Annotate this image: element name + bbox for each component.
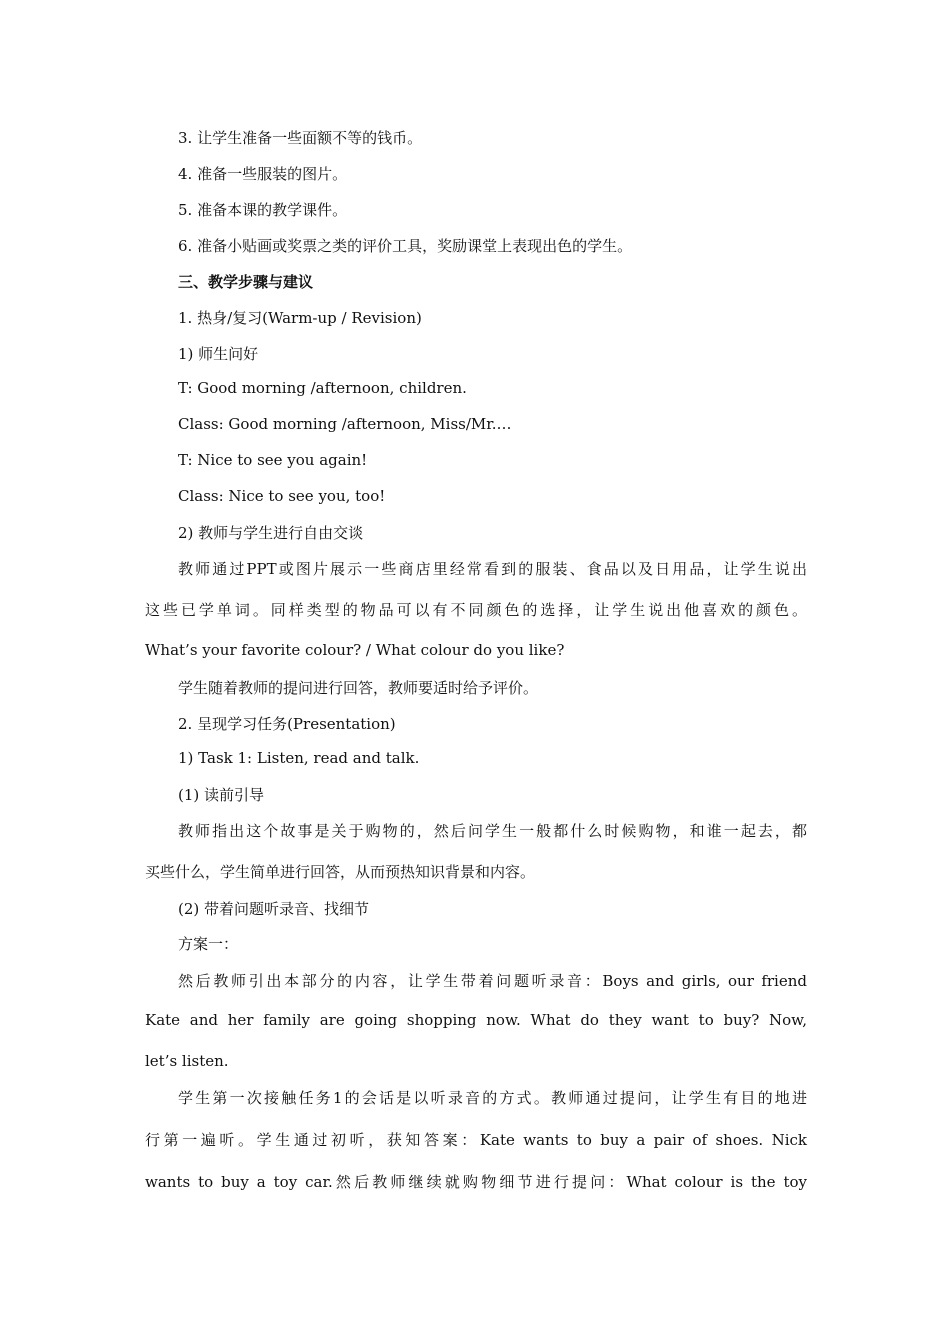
text-line: 这些已学单词。同样类型的物品可以有不同颜色的选择，让学生说出他喜欢的颜色。 <box>145 601 807 619</box>
text-line: 5. 准备本课的教学课件。 <box>178 201 348 219</box>
text-line: 学生第一次接触任务1的会话是以听录音的方式。教师通过提问，让学生有目的地进 <box>178 1089 807 1107</box>
text-line: 教师指出这个故事是关于购物的，然后问学生一般都什么时候购物，和谁一起去，都 <box>178 822 807 840</box>
text-line: 4. 准备一些服装的图片。 <box>178 165 348 183</box>
text-line: (2) 带着问题听录音、找细节 <box>178 900 370 918</box>
text-line: T: Good morning /afternoon, children. <box>178 379 467 397</box>
text-line: Class: Nice to see you, too! <box>178 487 386 505</box>
text-line: wants to buy a toy car.然后教师继续就购物细节进行提问：What colour is the toy <box>145 1173 807 1191</box>
text-line: let’s listen. <box>145 1052 229 1070</box>
text-line: 2) 教师与学生进行自由交谈 <box>178 524 364 542</box>
text-line: What’s your favorite colour? / What colour do you like? <box>145 641 565 659</box>
text-line: 3. 让学生准备一些面额不等的钱币。 <box>178 129 423 147</box>
text-line: (1) 读前引导 <box>178 786 265 804</box>
text-line: 买些什么，学生简单进行回答，从而预热知识背景和内容。 <box>145 863 536 881</box>
text-line: T: Nice to see you again! <box>178 451 368 469</box>
section-heading: 三、教学步骤与建议 <box>178 273 314 291</box>
text-line: Kate and her family are going shopping now. What do they want to buy? Now, <box>145 1011 807 1029</box>
text-line: 1) Task 1: Listen, read and talk. <box>178 749 420 767</box>
text-line: 行第一遍听。学生通过初听，获知答案：Kate wants to buy a pair of shoes. Nick <box>145 1131 807 1149</box>
text-line: 教师通过PPT或图片展示一些商店里经常看到的服装、食品以及日用品，让学生说出 <box>178 560 807 578</box>
text-line: 1. 热身/复习(Warm-up / Revision) <box>178 309 422 327</box>
text-line: 1) 师生问好 <box>178 345 259 363</box>
text-line: 学生随着教师的提问进行回答，教师要适时给予评价。 <box>178 679 539 697</box>
text-line: 然后教师引出本部分的内容，让学生带着问题听录音：Boys and girls, our friend <box>178 972 807 990</box>
text-line: 方案一： <box>178 935 239 953</box>
text-line: 6. 准备小贴画或奖票之类的评价工具，奖励课堂上表现出色的学生。 <box>178 237 633 255</box>
text-line: 2. 呈现学习任务(Presentation) <box>178 715 396 733</box>
text-line: Class: Good morning /afternoon, Miss/Mr.… <box>178 415 512 433</box>
